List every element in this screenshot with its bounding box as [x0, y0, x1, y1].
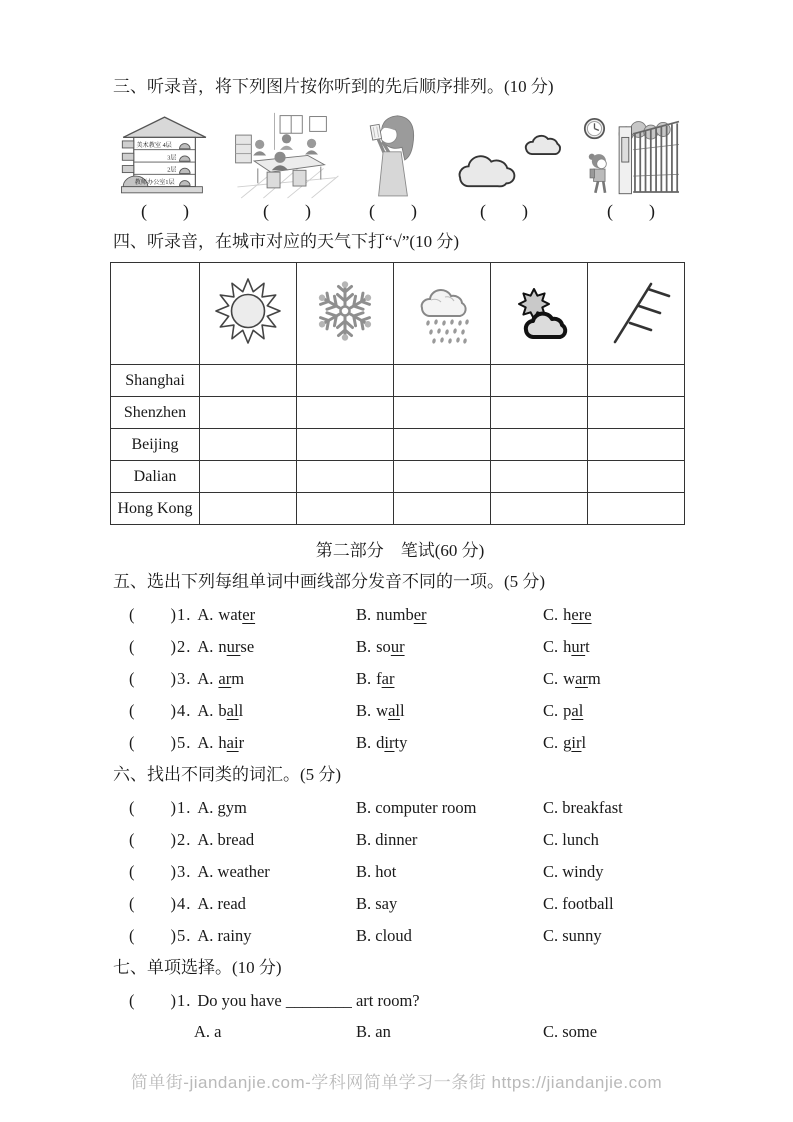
item-cell-a: [129, 829, 356, 851]
choice-question-1: [113, 990, 687, 1012]
answer-bracket: ( ): [141, 201, 189, 221]
underlined-part: ir: [384, 733, 395, 752]
classify-item-5: [113, 925, 687, 947]
floor-label-2: 2层: [167, 167, 177, 174]
picture-school-building: [113, 111, 217, 222]
section7-title: 七、单项选择。(10 分): [113, 958, 282, 977]
item-cell-b: B. number: [356, 605, 427, 624]
question-text: Do you have ________ art room?: [197, 991, 420, 1010]
option-c: C. some: [543, 1022, 598, 1041]
classify-item-2: [113, 829, 687, 851]
school-gate-drawing: [579, 111, 683, 199]
underlined-part: al: [388, 701, 400, 720]
underlined-part: er: [413, 605, 427, 624]
item-cell-a: ( )3. A. arm: [129, 669, 245, 688]
answer-bracket: ( )2.: [129, 637, 192, 656]
corner-cell: [111, 263, 200, 365]
answer-cell: [588, 461, 685, 493]
answer-bracket: ( )4.: [129, 701, 192, 720]
answer-cell: [394, 397, 491, 429]
option-b: B. say: [356, 894, 398, 913]
classroom-drawing: [233, 111, 341, 199]
answer-cell: [491, 365, 588, 397]
picture-classroom: [233, 111, 341, 222]
school-building-drawing: [113, 111, 217, 199]
option-a: A. weather: [197, 862, 270, 881]
answer-cell: [394, 429, 491, 461]
item-cell-b: B. dirty: [356, 733, 408, 752]
answer-cell: [200, 397, 297, 429]
choice-options-1: [113, 1021, 687, 1043]
section7-items: [113, 990, 687, 1043]
option-c: C. football: [543, 894, 614, 913]
city-row-beijing: [111, 429, 685, 461]
option-c: C. lunch: [543, 830, 599, 849]
phonics-item-2: [113, 636, 687, 658]
answer-cell: [491, 429, 588, 461]
underlined-part: al: [571, 701, 584, 720]
item-cell-b: B. wall: [356, 701, 405, 720]
item-cell-a: [129, 861, 356, 883]
answer-bracket: ( ): [369, 201, 417, 221]
phonics-item-4: [113, 700, 687, 722]
answer-cell: [297, 493, 394, 525]
answer-bracket: ( ): [480, 201, 528, 221]
option-a: A. a: [194, 1022, 222, 1041]
underlined-part: ir: [571, 733, 582, 752]
answer-cell: [394, 365, 491, 397]
item-cell-a: ( )2. A. nurse: [129, 637, 255, 656]
city-label: Shanghai: [111, 365, 200, 397]
sunny-icon: [200, 263, 297, 365]
weather-table: [110, 262, 685, 525]
phonics-item-5: [113, 732, 687, 754]
classify-item-1: [113, 797, 687, 819]
city-label: Dalian: [111, 461, 200, 493]
classify-item-3: [113, 861, 687, 883]
item-cell-c: C. warm: [543, 669, 601, 688]
underlined-part: ere: [571, 605, 592, 624]
answer-bracket: ( ): [607, 201, 655, 221]
item-cell-c: C. hurt: [543, 637, 590, 656]
option-b: B. cloud: [356, 926, 412, 945]
wind-icon: [588, 263, 685, 365]
answer-cell: [297, 397, 394, 429]
answer-cell: [200, 429, 297, 461]
item-cell-a: ( )4. A. ball: [129, 701, 244, 720]
item-cell-a: ( )5. A. hair: [129, 733, 245, 752]
section4-title: 四、听录音，在城市对应的天气下打“√”(10 分): [113, 232, 459, 251]
option-c: C. breakfast: [543, 798, 623, 817]
item-cell-c: C. pal: [543, 701, 584, 720]
answer-bracket: ( ): [263, 201, 311, 221]
floor-label-4: 美术教室 4层: [136, 143, 172, 150]
underlined-part: ur: [390, 637, 405, 656]
city-row-shenzhen: [111, 397, 685, 429]
answer-bracket: ( )1.: [129, 605, 192, 624]
phonics-item-3: [113, 668, 687, 690]
option-b: B. an: [356, 1022, 391, 1041]
section6-items: [113, 797, 687, 947]
underlined-part: er: [242, 605, 256, 624]
section6-title: 六、找出不同类的词汇。(5 分): [113, 765, 342, 784]
option-a: A. rainy: [197, 926, 252, 945]
section3-picture-row: [113, 111, 683, 222]
girl-drinking-drawing: [357, 111, 429, 199]
underlined-part: al: [226, 701, 239, 720]
answer-bracket: ( )1.: [129, 991, 192, 1010]
option-b: B. computer room: [356, 798, 477, 817]
item-cell-a: [129, 797, 356, 819]
answer-cell: [200, 461, 297, 493]
picture-clouds: [445, 111, 563, 222]
answer-bracket: ( )4.: [129, 894, 192, 913]
option-c: C. sunny: [543, 926, 602, 945]
item-cell-a: ( )1. A. water: [129, 605, 256, 624]
item-cell-b: B. far: [356, 669, 395, 688]
answer-cell: [491, 461, 588, 493]
clouds-drawing: [445, 111, 563, 199]
classify-item-4: [113, 893, 687, 915]
underlined-part: ar: [575, 669, 588, 688]
underlined-part: ar: [381, 669, 395, 688]
city-row-dalian: [111, 461, 685, 493]
answer-cell: [588, 365, 685, 397]
item-cell-c: C. here: [543, 605, 592, 624]
section5-items: [113, 604, 687, 754]
section3-title: 三、听录音，将下列图片按你听到的先后顺序排列。(10 分): [113, 77, 554, 96]
picture-girl-drinking: [357, 111, 429, 222]
underlined-part: ar: [218, 669, 232, 688]
option-b: B. hot: [356, 862, 397, 881]
option-c: C. windy: [543, 862, 604, 881]
snowflake-icon: [297, 263, 394, 365]
option-a: A. read: [197, 894, 246, 913]
picture-school-gate: [579, 111, 683, 222]
part2-heading: 第二部分 笔试(60 分): [315, 541, 485, 560]
answer-cell: [394, 461, 491, 493]
answer-cell: [200, 365, 297, 397]
option-a: A. gym: [197, 798, 247, 817]
partly-cloudy-icon: [491, 263, 588, 365]
answer-cell: [297, 461, 394, 493]
answer-bracket: ( )2.: [129, 830, 192, 849]
city-row-shanghai: [111, 365, 685, 397]
answer-bracket: ( )5.: [129, 733, 192, 752]
city-label: Shenzhen: [111, 397, 200, 429]
option-b: B. dinner: [356, 830, 418, 849]
floor-label-1: 教师办公室1层: [134, 180, 175, 187]
answer-cell: [297, 429, 394, 461]
answer-cell: [297, 365, 394, 397]
answer-cell: [588, 493, 685, 525]
option-a: A. bread: [197, 830, 255, 849]
underlined-part: ur: [226, 637, 241, 656]
city-row-hongkong: [111, 493, 685, 525]
underlined-part: ur: [571, 637, 586, 656]
underlined-part: ai: [226, 733, 239, 752]
answer-bracket: ( )3.: [129, 862, 192, 881]
answer-bracket: ( )3.: [129, 669, 192, 688]
item-cell-c: C. girl: [543, 733, 587, 752]
answer-cell: [491, 397, 588, 429]
answer-cell: [200, 493, 297, 525]
watermark-footer: 简单街-jiandanjie.com-学科网简单学习一条街 https://jiandanjie.com: [130, 1073, 663, 1092]
answer-bracket: ( )1.: [129, 798, 192, 817]
answer-cell: [491, 493, 588, 525]
phonics-item-1: [113, 604, 687, 626]
section5-title: 五、选出下列每组单词中画线部分发音不同的一项。(5 分): [113, 572, 546, 591]
rain-icon: [394, 263, 491, 365]
answer-cell: [588, 397, 685, 429]
weather-icon-row: [111, 263, 685, 365]
city-label: Beijing: [111, 429, 200, 461]
item-cell-a: [129, 925, 356, 947]
floor-label-3: 3层: [167, 155, 177, 162]
answer-cell: [588, 429, 685, 461]
item-cell-b: B. sour: [356, 637, 405, 656]
item-cell-a: [129, 893, 356, 915]
city-label: Hong Kong: [111, 493, 200, 525]
answer-cell: [394, 493, 491, 525]
answer-bracket: ( )5.: [129, 926, 192, 945]
